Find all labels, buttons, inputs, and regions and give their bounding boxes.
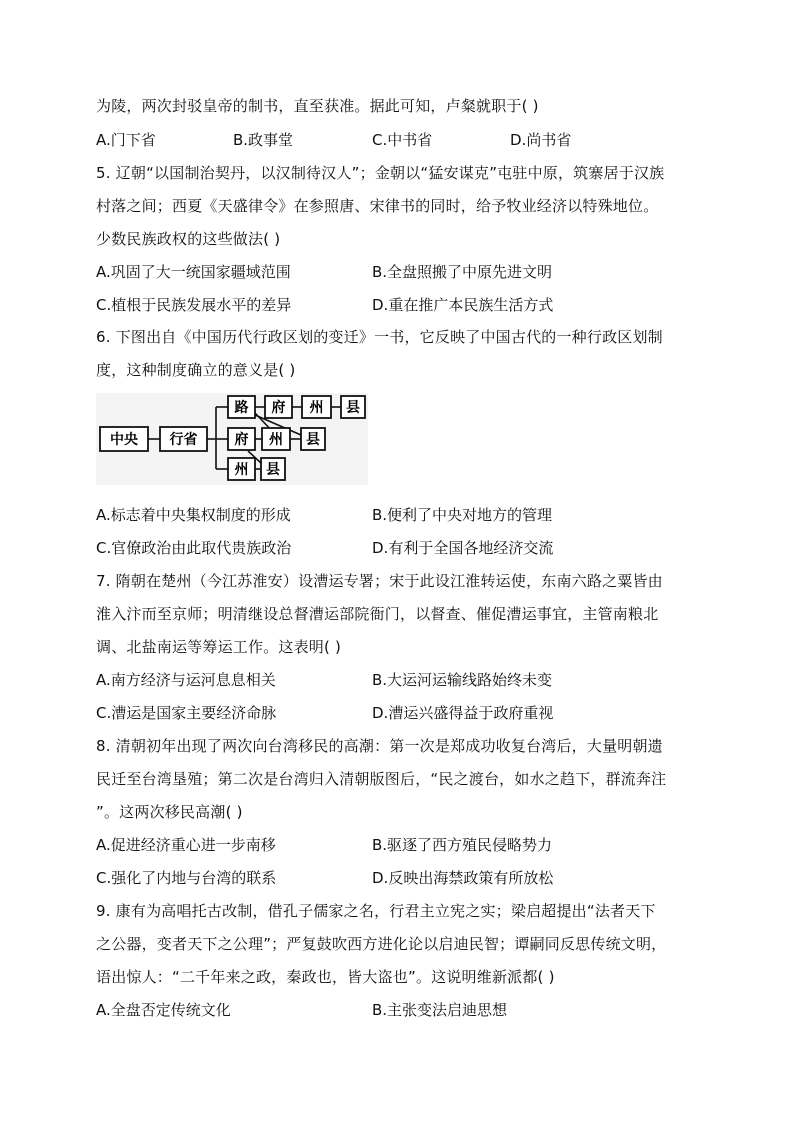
q8-stem-line-2: 民迁至台湾垦殖；第二次是台湾归入清朝版图后，“民之渡台，如水之趋下，群流奔注 <box>96 770 667 788</box>
q7-stem-line-2: 淮入汴而至京师；明清继设总督漕运部院衙门，以督查、催促漕运事宜，主管南粮北 <box>96 605 659 623</box>
q6-option-a[interactable]: A.标志着中央集权制度的形成 <box>96 506 291 524</box>
q8-stem-line-1: 8. 清朝初年出现了两次向台湾移民的高潮：第一次是郑成功收复台湾后，大量明朝遗 <box>96 737 663 755</box>
q5-option-d[interactable]: D.重在推广本民族生活方式 <box>372 296 554 314</box>
diagram-lu: 路 <box>234 400 249 416</box>
q9-option-a[interactable]: A.全盘否定传统文化 <box>96 1001 231 1019</box>
q7-stem-line-3: 调、北盐南运等筹运工作。这表明( ) <box>96 638 342 656</box>
q6-stem-line-1: 6. 下图出自《中国历代行政区划的变迁》一书，它反映了中国古代的一种行政区划制 <box>96 328 663 346</box>
q8-option-c[interactable]: C.强化了内地与台湾的联系 <box>96 869 277 887</box>
q5-stem-line-1: 5. 辽朝“以国制治契丹，以汉制待汉人”；金朝以“猛安谋克”屯驻中原，筑寨居于汉族 <box>96 164 665 182</box>
q5-option-b[interactable]: B.全盘照搬了中原先进文明 <box>372 263 553 281</box>
diagram-central: 中央 <box>110 432 138 448</box>
q4-option-b[interactable]: B.政事堂 <box>233 131 294 149</box>
q8-stem-line-3: ”。这两次移民高潮( ) <box>96 803 243 821</box>
q7-option-d[interactable]: D.漕运兴盛得益于政府重视 <box>372 704 554 722</box>
q8-option-b[interactable]: B.驱逐了西方殖民侵略势力 <box>372 836 553 854</box>
q8-option-a[interactable]: A.促进经济重心进一步南移 <box>96 836 276 854</box>
diagram-fu: 府 <box>234 432 249 448</box>
diagram-province: 行省 <box>169 432 198 448</box>
q4-option-c[interactable]: C.中书省 <box>372 131 433 149</box>
q6-stem-line-2: 度，这种制度确立的意义是( ) <box>96 361 296 379</box>
q6-option-d[interactable]: D.有利于全国各地经济交流 <box>372 539 554 557</box>
diagram-fu-zhou: 州 <box>269 432 283 448</box>
diagram-lu-xian: 县 <box>346 400 360 416</box>
administrative-hierarchy-diagram <box>96 393 368 485</box>
q5-option-c[interactable]: C.植根于民族发展水平的差异 <box>96 296 292 314</box>
q5-stem-line-3: 少数民族政权的这些做法( ) <box>96 230 281 248</box>
diagram-lu-fu: 府 <box>271 400 286 416</box>
q9-stem-line-2: 之公器，变者天下之公理”；严复鼓吹西方进化论以启迪民智；谭嗣同反思传统文明， <box>96 935 667 953</box>
q9-option-b[interactable]: B.主张变法启迪思想 <box>372 1001 508 1019</box>
q7-option-b[interactable]: B.大运河运输线路始终未变 <box>372 671 553 689</box>
q5-stem-line-2: 村落之间；西夏《天盛律令》在参照唐、宋律书的同时，给予牧业经济以特殊地位。 <box>96 197 659 215</box>
q4-option-d[interactable]: D.尚书省 <box>510 131 572 149</box>
diagram-fu-xian: 县 <box>306 432 320 448</box>
q5-option-a[interactable]: A.巩固了大一统国家疆域范围 <box>96 263 291 281</box>
q4-option-a[interactable]: A.门下省 <box>96 131 156 149</box>
q7-stem-line-1: 7. 隋朝在楚州（今江苏淮安）设漕运专署；宋于此设江淮转运使，东南六路之粟皆由 <box>96 572 663 590</box>
q6-option-c[interactable]: C.官僚政治由此取代贵族政治 <box>96 539 292 557</box>
q6-option-b[interactable]: B.便利了中央对地方的管理 <box>372 506 553 524</box>
q9-stem-line-3: 语出惊人：“二千年来之政，秦政也，皆大盗也”。这说明维新派都( ) <box>96 968 555 986</box>
q7-option-c[interactable]: C.漕运是国家主要经济命脉 <box>96 704 277 722</box>
q7-option-a[interactable]: A.南方经济与运河息息相关 <box>96 671 276 689</box>
q4-stem-end: 为陵，两次封驳皇帝的制书，直至获准。据此可知，卢粲就职于( ) <box>96 97 539 115</box>
diagram-zhou: 州 <box>234 462 249 478</box>
q9-stem-line-1: 9. 康有为高唱托古改制，借孔子儒家之名，行君主立宪之实；梁启超提出“法者天下 <box>96 902 656 920</box>
diagram-lu-zhou: 州 <box>309 400 324 416</box>
q8-option-d[interactable]: D.反映出海禁政策有所放松 <box>372 869 554 887</box>
diagram-zhou-xian: 县 <box>266 462 280 478</box>
